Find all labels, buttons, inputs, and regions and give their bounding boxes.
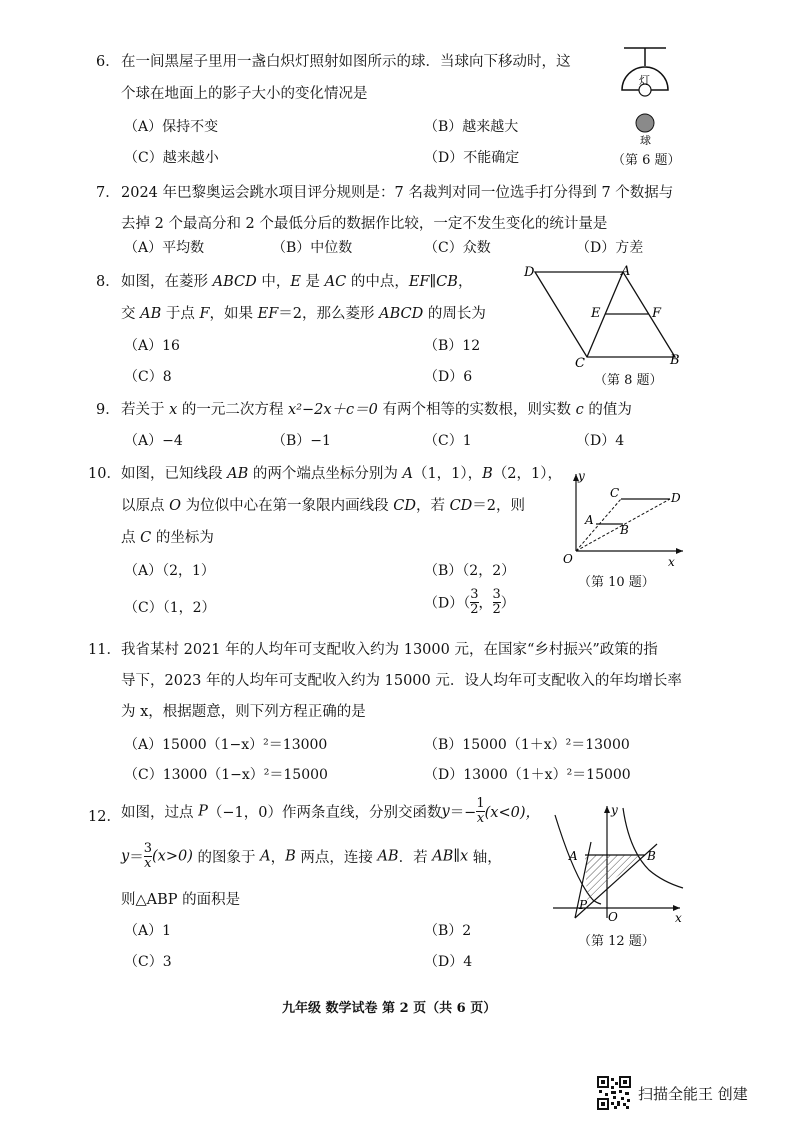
q11-option-c: （C）13000（1−x）²＝15000 (124, 767, 328, 783)
q10-label-y: y (578, 469, 585, 483)
q8-label-f: F (652, 306, 662, 321)
q9-option-a: （A）−4 (124, 433, 183, 449)
q11-option-b: （B）15000（1＋x）²＝13000 (424, 737, 630, 753)
q12-option-d: （D）4 (424, 954, 473, 970)
q10-stem-line3: 点 C 的坐标为 (121, 530, 214, 546)
q10-figure-caption: （第 10 题） (578, 575, 655, 590)
q6-figure-caption: （第 6 题） (612, 153, 681, 168)
q11-stem-line1: 我省某村 2021 年的人均年可支配收入约为 13000 元，在国家“乡村振兴”政策的指 (121, 642, 658, 658)
scan-badge-text: 扫描全能王 创建 (638, 1085, 748, 1103)
q10-label-a: A (585, 513, 594, 527)
q10-option-c: （C）（1，2） (124, 600, 216, 616)
q8-number: 8． (96, 274, 120, 290)
q11-stem-line2: 导下，2023 年的人均年可支配收入约为 15000 元．设人均年可支配收入的年均增长率 (121, 673, 682, 689)
q12-label-a: A (569, 849, 578, 863)
q8-label-b: B (670, 353, 680, 368)
q8-label-a: A (621, 264, 631, 279)
q8-stem-line1: 如图，在菱形 ABCD 中，E 是 AC 的中点，EF∥CB， (121, 274, 473, 290)
q12-number: 12． (88, 809, 121, 825)
q7-stem-line2: 去掉 2 个最高分和 2 个最低分后的数据作比较，一定不发生变化的统计量是 (121, 216, 608, 232)
q12-label-y: y (611, 803, 618, 817)
q12-option-b: （B）2 (424, 923, 472, 939)
q10-stem-line1: 如图，已知线段 AB 的两个端点坐标分别为 A（1，1），B（2，1）， (121, 466, 563, 482)
q6-option-b: （B）越来越大 (424, 119, 519, 135)
q8-label-e: E (591, 306, 601, 321)
q11-option-d: （D）13000（1＋x）²＝15000 (424, 767, 631, 783)
q10-option-a: （A）（2，1） (124, 563, 215, 579)
q8-option-b: （B）12 (424, 338, 481, 354)
q10-label-x: x (668, 555, 675, 569)
q11-option-a: （A）15000（1−x）²＝13000 (124, 737, 328, 753)
q7-option-b: （B）中位数 (272, 240, 353, 256)
q8-option-a: （A）16 (124, 338, 180, 354)
q6-stem-line2: 个球在地面上的影子大小的变化情况是 (121, 86, 368, 102)
q9-option-c: （C）1 (424, 433, 472, 449)
q8-label-d: D (524, 265, 535, 280)
q12-figure-hyperbola (545, 800, 690, 925)
q9-stem: 若关于 x 的一元二次方程 x²−2x＋c＝0 有两个相等的实数根，则实数 c 的值为 (121, 402, 632, 418)
q10-label-b: B (620, 523, 629, 537)
q9-option-d: （D）4 (576, 433, 625, 449)
q6-option-a: （A）保持不变 (124, 119, 219, 135)
q11-number: 11． (88, 642, 121, 658)
q11-stem-line3: 为 x，根据题意，则下列方程正确的是 (121, 704, 366, 720)
q12-stem-line3: 则△ABP 的面积是 (121, 892, 241, 908)
q10-option-d: （D）（ $\frac{3}{2}$ ， $\frac{3}{2}$ ） (424, 587, 515, 617)
q12-label-x: x (675, 911, 682, 925)
q10-label-c: C (610, 486, 620, 500)
q10-number: 10． (88, 466, 121, 482)
q12-stem-line1: 如图，过点 P（−1，0）作两条直线，分别交函数y＝− $\frac{1}{x}$ (x<0)， (121, 796, 540, 826)
q7-option-d: （D）方差 (576, 240, 644, 256)
q10-option-b: （B）（2，2） (424, 563, 516, 579)
q8-figure-rhombus (515, 260, 690, 370)
q6-ball-label: 球 (640, 134, 651, 145)
q8-stem-line2: 交 AB 于点 F，如果 EF＝2，那么菱形 ABCD 的周长为 (121, 306, 486, 322)
q10-label-d: D (671, 491, 681, 505)
q9-number: 9． (96, 402, 120, 418)
q6-option-d: （D）不能确定 (424, 150, 520, 166)
q8-figure-caption: （第 8 题） (594, 373, 663, 388)
q6-stem-line1: 在一间黑屋子里用一盏白炽灯照射如图所示的球．当球向下移动时，这 (121, 54, 571, 70)
q8-label-c: C (575, 356, 585, 370)
q7-stem-line1: 2024 年巴黎奥运会跳水项目评分规则是：7 名裁判对同一位选手打分得到 7 个数据与 (121, 185, 674, 201)
q6-figure-lamp-ball (610, 40, 690, 145)
q12-option-c: （C）3 (124, 954, 172, 970)
q12-stem-line2: y＝ $\frac{3}{x}$ (x>0) 的图象于 A，B 两点，连接 AB．若 AB∥x 轴， (121, 841, 502, 871)
q9-option-b: （B）−1 (272, 433, 331, 449)
q12-figure-caption: （第 12 题） (578, 934, 655, 949)
q6-option-c: （C）越来越小 (124, 150, 219, 166)
q12-option-a: （A）1 (124, 923, 172, 939)
q10-figure-coordinate (548, 466, 693, 571)
q10-label-o: O (563, 552, 573, 566)
page-footer: 九年级 数学试卷 第 2 页（共 6 页） (282, 1001, 497, 1016)
q7-option-a: （A）平均数 (124, 240, 205, 256)
q8-option-d: （D）6 (424, 369, 473, 385)
qr-code-icon (597, 1076, 631, 1110)
q7-number: 7． (96, 185, 120, 201)
q7-option-c: （C）众数 (424, 240, 491, 256)
q12-label-o: O (608, 910, 618, 924)
q12-label-p: P (579, 898, 588, 912)
q6-number: 6． (96, 54, 120, 70)
q12-label-b: B (647, 849, 656, 863)
q6-lamp-label: 灯 (639, 74, 650, 87)
q10-stem-line2: 以原点 O 为位似中心在第一象限内画线段 CD，若 CD＝2，则 (121, 498, 526, 514)
q8-option-c: （C）8 (124, 369, 172, 385)
